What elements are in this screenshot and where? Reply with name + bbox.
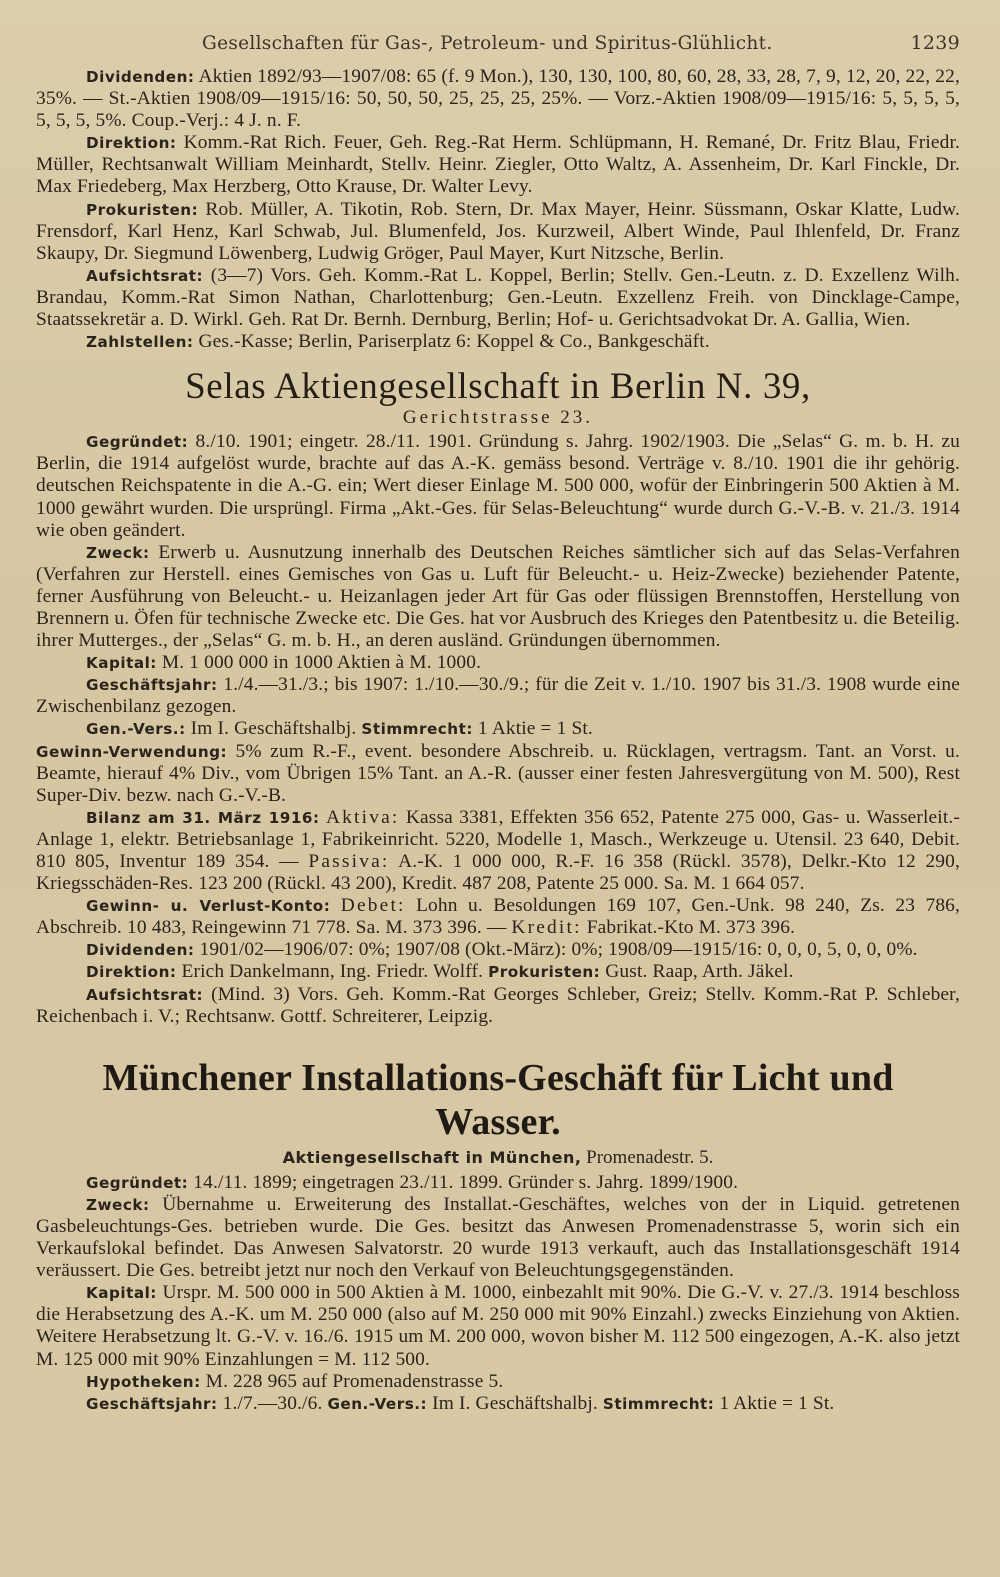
prev-prokuristen: Prokuristen: Rob. Müller, A. Tikotin, Rob. Stern, Dr. Max Mayer, Heinr. Süssmann, Oskar Klatte, Ludw. Frensdorf, Karl Henz, Karl Schwab, Jul. Blumenfeld, Jos. Kurzweil, Albert Winde, Paul Ihlenfeld, Dr. Franz Skaupy, Dr. Siegmund Löwenberg, Ludwig Gröger, Paul Mayer, Kurt Nitzsche, Berlin. [36,198,960,264]
company-title: Münchener Installations-Geschäft für Licht und Wasser. [102,1056,894,1143]
muenchen-zweck: Zweck: Übernahme u. Erweiterung des Installat.-Geschäftes, welches von der in Liquid. getretenen Gasbeleuchtungs-Ges. betrieben wurde. Die Ges. besitzt das Anwesen Promenadenstrasse 5, worin sich ein Verkaufslokal befindet. Das Anwesen Salvatorstr. 20 wurde 1913 verkauft, auch das Installationsgeschäft 1914 veräussert. Die Ges. betreibt jetzt nur noch den Verkauf von Beleuchtungsgegenständen. [36,1193,961,1282]
company-title: Selas Aktiengesellschaft in Berlin N. 39, [185,366,811,408]
selas-gegruendet: Gegründet: 8./10. 1901; eingetr. 28./11. 1901. Gründung s. Jahrg. 1902/1903. Die „Selas“ G. m. b. H. zu Berlin, die 1914 aufgelöst wurde, brachte auf das A.-K. gemäss besond. Verträge v. 8./10. 1901 die ihr gehörig. deutschen Reichspatente in die A.-G. ein; Wert dieser Einlage M. 500 000, wofür der Einbringerin 500 Aktien à M. 1000 gewährt wurden. Die ursprüngl. Firma „Akt.-Ges. für Selas-Beleuchtung“ wurde durch G.-V.-B. v. 21./3. 1914 wie oben geändert. [36,431,961,541]
running-title: Gesellschaften für Gas-, Petroleum- und Spiritus-Glühlicht. [202,33,773,54]
muenchen-kapital: Kapital: Urspr. M. 500 000 in 500 Aktien à M. 1000, einbezahlt mit 90%. Die G.-V. v. 27./3. 1914 beschloss die Herabsetzung des A.-K. um M. 250 000 (also auf M. 250 000 mit 90% Einzahl.) zwecks Einziehung von Aktien. Weitere Herabsetzung lt. G.-V. v. 16./6. 1915 um M. 200 000, wovon bisher M. 112 500 eingezogen, A.-K. also jetzt M. 125 000 mit 90% Einzahlungen = M. 112 500. [36,1282,960,1370]
selas-geschaeftsjahr: Geschäftsjahr: 1./4.—31./3.; bis 1907: 1./10.—30./9.; für die Zeit v. 1./10. 1907 bis 31./3. 1908 wurde eine Zwischenbilanz gezogen. [36,674,960,718]
selas-genvers: Gen.-Vers.: Im I. Geschäftshalbj. Stimmrecht: 1 Aktie = 1 St. [86,718,593,740]
prev-dividenden: Dividenden: Aktien 1892/93—1907/08: 65 (f. 9 Mon.), 130, 130, 100, 80, 60, 28, 33, 28, 7, 9, 12, 20, 22, 22, 35%. — St.-Aktien 1908/09—1915/16: 50, 50, 50, 25, 25, 25, 25%. — Vorz.-Aktien 1908/09—1915/16: 5, 5, 5, 5, 5, 5, 5, 5%. Coup.-Verj.: 4 J. n. F. [36,66,960,132]
selas-dividenden: Dividenden: 1901/02—1906/07: 0%; 1907/08 (Okt.-März): 0%; 1908/09—1915/16: 0, 0, 0, 5, 0, 0, 0%. [86,939,918,961]
selas-zweck: Zweck: Erwerb u. Ausnutzung innerhalb des Deutschen Reiches sämtlicher sich auf das Selas-Verfahren (Verfahren zur Herstell. eines Gemisches von Gas u. Luft für Beleucht.- u. Heiz-Zwecke) beziehender Patente, ferner Ausführung von Beleucht.- u. Heizanlagen jeder Art für Gas oder flüssigen Brennstoffen, Herstellung von Brennern u. Öfen für technische Zwecke etc. Die Ges. hat vor Ausbruch des Krieges den Patentbesitz u. die Beteilig. ihrer Mutterges., der „Selas“ G. m. b. H., an deren ausländ. Gründungen übernommen. [36,541,960,652]
muenchen-geschaeftsjahr: Geschäftsjahr: 1./7.—30./6. Gen.-Vers.: Im I. Geschäftshalbj. Stimmrecht: 1 Aktie = 1 St. [86,1392,835,1414]
selas-aufsichtsrat: Aufsichtsrat: (Mind. 3) Vors. Geh. Komm.-Rat Georges Schleber, Greiz; Stellv. Komm.-Rat P. Schleber, Reichenbach i. V.; Rechtsanw. Gottf. Schreiterer, Leipzig. [36,983,961,1027]
company-address: Gerichtstrasse 23. [402,407,594,429]
prev-direktion: Direktion: Komm.-Rat Rich. Feuer, Geh. Reg.-Rat Herm. Schlüpmann, H. Remané, Dr. Fritz Blau, Friedr. Müller, Rechtsanwalt William Meinhardt, Stellv. Heinr. Ziegler, Otto Waltz, A. Assenheim, Dr. Karl Finckle, Dr. Max Friedeberg, Max Herzberg, Otto Krause, Dr. Walter Levy. [36,132,961,198]
muenchen-gegruendet: Gegründet: 14./11. 1899; eingetragen 23./11. 1899. Gründer s. Jahrg. 1899/1900. [86,1171,739,1193]
selas-gewinn: Gewinn-Verwendung: 5% zum R.-F., event. besondere Abschreib. u. Rücklagen, vertragsm. Tant. an Vorst. u. Beamte, hierauf 4% Div., vom Übrigen 15% Tant. an A.-R. (ausser einer festen Jahresvergütung von M. 500), Rest Super-Div. bezw. nach G.-V.-B. [36,740,961,806]
selas-guv: Gewinn- u. Verlust-Konto: Debet: Lohn u. Besoldungen 169 107, Gen.-Unk. 98 240, Zs. 23 786, Abschreib. 10 483, Reingewinn 71 778. Sa. M. 373 396. — Kredit: Fabrikat.-Kto M. 373 396. [36,895,961,939]
prev-aufsichtsrat: Aufsichtsrat: (3—7) Vors. Geh. Komm.-Rat L. Koppel, Berlin; Stellv. Gen.-Leutn. z. D. Exzellenz Wilh. Brandau, Komm.-Rat Simon Nathan, Charlottenburg; Gen.-Leutn. Exzellenz Freih. von Dincklage-Campe, Staatssekretär a. D. Wirkl. Geh. Rat Dr. Bernh. Dernburg, Berlin; Hof- u. Gerichtsadvokat Dr. A. Gallia, Wien. [36,264,960,331]
company-subtitle: Aktiengesellschaft in München, Promenadestr. 5. [282,1146,714,1168]
page-number: 1239 [910,32,960,54]
selas-bilanz: Bilanz am 31. März 1916: Aktiva: Kassa 3381, Effekten 356 652, Patente 275 000, Gas- u. Wasserleit.-Anlage 1, elektr. Betriebsanlage 1, Fabrikeinricht. 5220, Modelle 1, Masch., Werkzeuge u. Utensil. 23 640, Debit. 810 805, Inventur 189 354. — Passiva: A.-K. 1 000 000, R.-F. 16 358 (Rückl. 3578), Delkr.-Kto 12 290, Kriegsschäden-Res. 123 200 (Rückl. 43 200), Kredit. 487 208, Patente 25 000. Sa. M. 1 664 057. [36,806,960,895]
running-head [202,32,960,66]
muenchen-hypotheken: Hypotheken: M. 228 965 auf Promenadenstrasse 5. [86,1370,504,1392]
company-entry-selas [36,367,960,1028]
previous-company-continuation [36,66,960,353]
company-entry-muenchen [36,1056,960,1415]
selas-kapital: Kapital: M. 1 000 000 in 1000 Aktien à M. 1000. [86,652,482,674]
selas-direktion: Direktion: Erich Dankelmann, Ing. Friedr. Wolff. Prokuristen: Gust. Raap, Arth. Jäkel. [86,961,794,983]
prev-zahlstellen: Zahlstellen: Ges.-Kasse; Berlin, Pariserplatz 6: Koppel & Co., Bankgeschäft. [86,331,710,353]
